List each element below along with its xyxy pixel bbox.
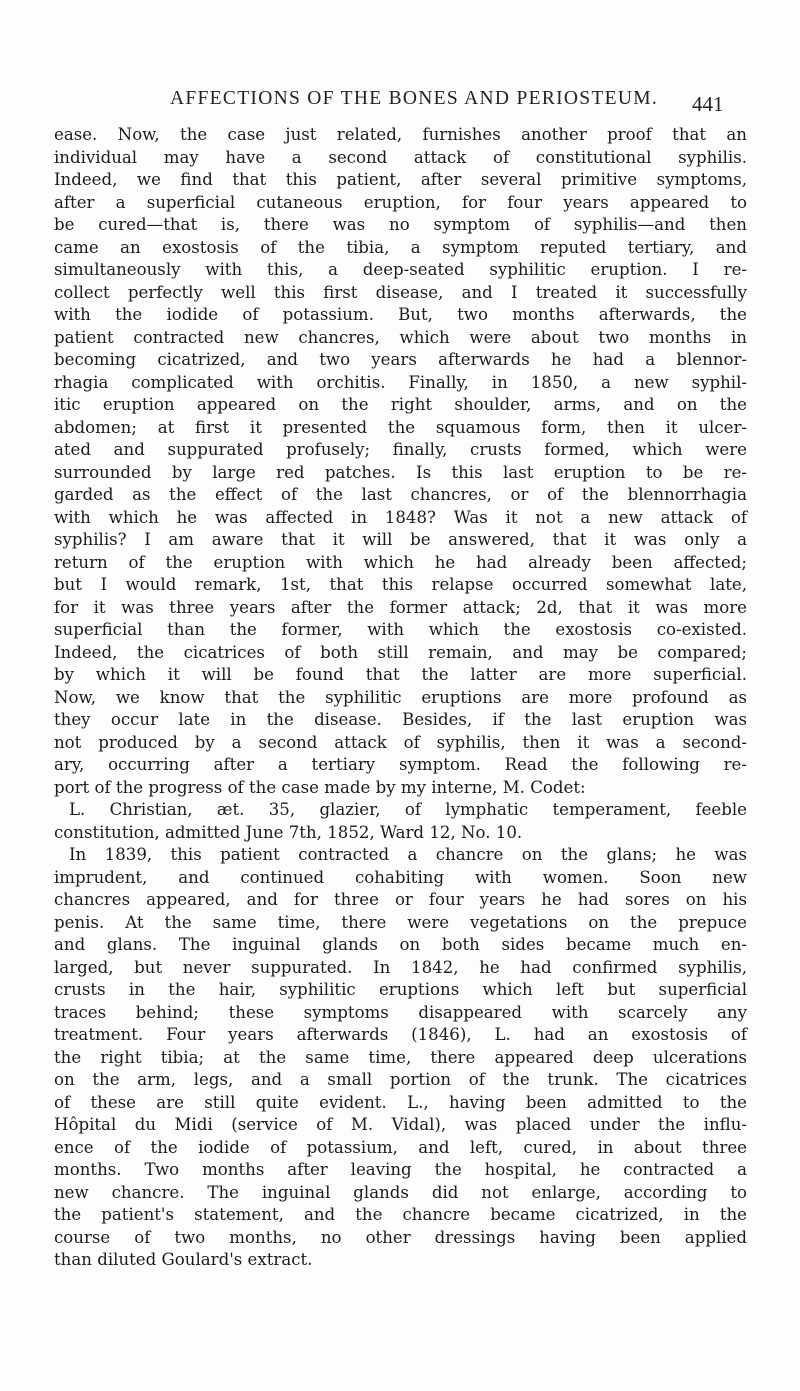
- text-line: Now, we know that the syphilitic eruptions are more profound as: [54, 687, 747, 707]
- text-line: garded as the effect of the last chancres, or of the blennorrhagia: [54, 485, 747, 504]
- text-line: came an exostosis of the tibia, a symptom reputed tertiary, and: [54, 237, 747, 257]
- text-line: for it was three years after the former attack; 2d, that it was more: [54, 597, 747, 617]
- text-line: simultaneously with this, a deep-seated syphilitic eruption. I re-: [54, 260, 747, 279]
- text-line: than diluted Goulard's extract.: [54, 1250, 313, 1269]
- text-line: traces behind; these symptoms disappeared with scarcely any: [54, 1002, 747, 1022]
- text-line: and glans. The inguinal glands on both sides became much en-: [54, 935, 747, 954]
- page-number: 441: [692, 92, 724, 116]
- text-line: Indeed, we find that this patient, after several primitive symptoms,: [54, 170, 747, 189]
- text-line: ated and suppurated profusely; finally, crusts formed, which were: [54, 440, 747, 459]
- text-line: Hôpital du Midi (service of M. Vidal), was placed under the influ-: [54, 1115, 747, 1134]
- text-line: collect perfectly well this first disease, and I treated it successfully: [54, 282, 747, 302]
- text-line: imprudent, and continued cohabiting with women. Soon new: [54, 867, 747, 887]
- text-line: treatment. Four years afterwards (1846), L. had an exostosis of: [54, 1025, 747, 1044]
- text-line: surrounded by large red patches. Is this last eruption to be re-: [54, 462, 747, 482]
- text-line: new chancre. The inguinal glands did not enlarge, according to: [54, 1182, 747, 1202]
- text-line: Indeed, the cicatrices of both still remain, and may be compared;: [54, 642, 747, 662]
- text-line: chancres appeared, and for three or four years he had sores on his: [54, 890, 747, 909]
- running-title: AFFECTIONS OF THE BONES AND PERIOSTEUM.: [170, 88, 659, 109]
- text-line: syphilis? I am aware that it will be answered, that it was only a: [54, 530, 747, 549]
- text-line: penis. At the same time, there were vegetations on the prepuce: [54, 912, 747, 932]
- text-line: the right tibia; at the same time, there appeared deep ulcerations: [54, 1047, 747, 1067]
- text-line: itic eruption appeared on the right shoulder, arms, and on the: [54, 395, 747, 414]
- text-line: individual may have a second attack of constitutional syphilis.: [54, 147, 747, 167]
- text-line: abdomen; at first it presented the squamous form, then it ulcer-: [54, 417, 747, 437]
- text-line: larged, but never suppurated. In 1842, he had confirmed syphilis,: [54, 957, 747, 977]
- text-line: constitution, admitted June 7th, 1852, Ward 12, No. 10.: [54, 822, 523, 842]
- text-line: rhagia complicated with orchitis. Finally, in 1850, a new syphil-: [54, 372, 747, 392]
- body-text: [54, 124, 747, 1272]
- text-line: with the iodide of potassium. But, two months afterwards, the: [54, 305, 747, 324]
- text-line: In 1839, this patient contracted a chancre on the glans; he was: [69, 845, 747, 864]
- text-line: return of the eruption with which he had already been affected;: [54, 552, 747, 572]
- text-line: not produced by a second attack of syphilis, then it was a second-: [54, 732, 747, 752]
- text-line: after a superficial cutaneous eruption, for four years appeared to: [54, 192, 747, 212]
- text-line: becoming cicatrized, and two years afterwards he had a blennor-: [54, 350, 747, 369]
- text-line: superficial than the former, with which the exostosis co-existed.: [54, 620, 747, 639]
- text-line: with which he was affected in 1848? Was it not a new attack of: [54, 507, 747, 527]
- text-line: of these are still quite evident. L., having been admitted to the: [54, 1092, 747, 1112]
- text-line: patient contracted new chancres, which were about two months in: [54, 327, 747, 347]
- text-line: be cured—that is, there was no symptom of syphilis—and then: [54, 215, 747, 234]
- text-line: ary, occurring after a tertiary symptom. Read the following re-: [54, 755, 747, 774]
- text-line: crusts in the hair, syphilitic eruptions which left but superficial: [54, 980, 747, 999]
- text-line: port of the progress of the case made by my interne, M. Codet:: [54, 777, 586, 797]
- text-line: ence of the iodide of potassium, and left, cured, in about three: [54, 1137, 747, 1157]
- text-line: on the arm, legs, and a small portion of the trunk. The cicatrices: [54, 1070, 747, 1089]
- text-line: by which it will be found that the latter are more superficial.: [54, 665, 747, 684]
- text-line: the patient's statement, and the chancre became cicatrized, in the: [54, 1205, 747, 1224]
- text-line: they occur late in the disease. Besides, if the last eruption was: [54, 710, 747, 729]
- text-line: months. Two months after leaving the hospital, he contracted a: [54, 1160, 747, 1179]
- text-line: course of two months, no other dressings having been applied: [54, 1227, 747, 1247]
- text-line: but I would remark, 1st, that this relapse occurred somewhat late,: [54, 575, 747, 594]
- text-line: L. Christian, æt. 35, glazier, of lymphatic temperament, feeble: [69, 800, 747, 819]
- text-line: ease. Now, the case just related, furnishes another proof that an: [54, 125, 747, 144]
